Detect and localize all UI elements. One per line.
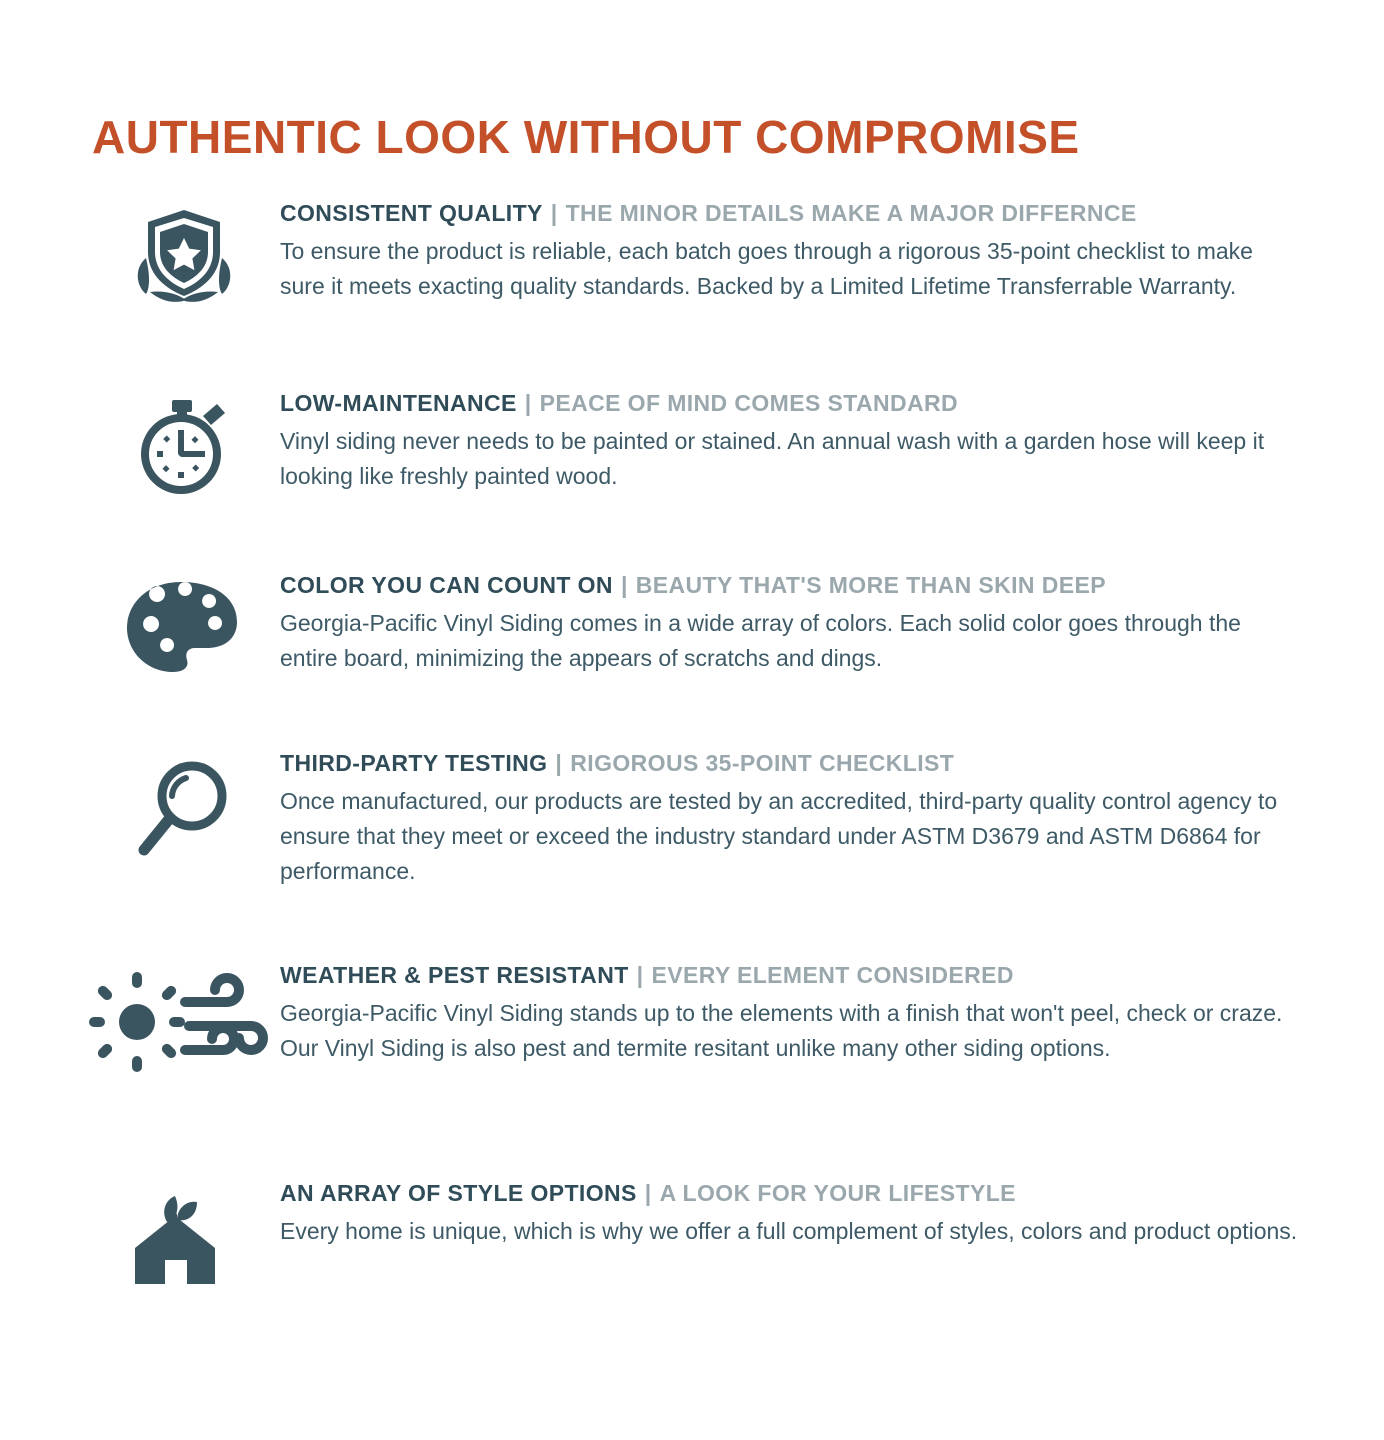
feature-body: To ensure the product is reliable, each batch goes through a rigorous 35-point checklist to make sure it meets exacting quality standards. Backed by a Limited Lifetime Transferrable Warranty. [280, 238, 1253, 299]
feature-body: Georgia-Pacific Vinyl Siding stands up to the elements with a finish that won't peel, check or craze. Our Vinyl Siding is also pest and termite resitant unlike many other siding options. [280, 1000, 1283, 1061]
feature-subtitle: PEACE OF MIND COMES STANDARD [539, 390, 959, 416]
list-item [0, 386, 1384, 568]
feature-separator: | [524, 390, 532, 416]
feature-title [280, 748, 1304, 778]
page-title: AUTHENTIC LOOK WITHOUT COMPROMISE [92, 110, 1080, 163]
feature-list [0, 196, 1384, 1338]
feature-title-main: CONSISTENT QUALITY [280, 200, 543, 226]
feature-separator: | [636, 962, 644, 988]
feature-text [280, 568, 1384, 676]
feature-title-main: COLOR YOU CAN COUNT ON [280, 572, 613, 598]
magnifying-glass-icon [88, 748, 280, 866]
feature-title [280, 1178, 1304, 1208]
paint-palette-icon [88, 568, 280, 680]
feature-title [280, 570, 1304, 600]
sun-wind-icon [88, 960, 280, 1072]
feature-subtitle: A LOOK FOR YOUR LIFESTYLE [659, 1180, 1016, 1206]
feature-body: Every home is unique, which is why we offer a full complement of styles, colors and product options. [280, 1218, 1298, 1244]
feature-subtitle: EVERY ELEMENT CONSIDERED [651, 962, 1014, 988]
feature-text [280, 748, 1384, 889]
feature-body: Georgia-Pacific Vinyl Siding comes in a wide array of colors. Each solid color goes through the entire board, minimizing the appears of scratchs and dings. [280, 610, 1241, 671]
shield-star-laurel-icon [88, 196, 280, 310]
feature-body: Once manufactured, our products are tested by an accredited, third-party quality control agency to ensure that they meet or exceed the industry standard under ASTM D3679 and ASTM D6864 for performance. [280, 788, 1278, 884]
feature-separator: | [555, 750, 563, 776]
feature-title [280, 960, 1304, 990]
list-item [0, 748, 1384, 960]
list-item [0, 196, 1384, 386]
feature-title-main: THIRD-PARTY TESTING [280, 750, 548, 776]
feature-title-main: LOW-MAINTENANCE [280, 390, 517, 416]
feature-title-main: AN ARRAY OF STYLE OPTIONS [280, 1180, 637, 1206]
feature-title-main: WEATHER & PEST RESISTANT [280, 962, 629, 988]
feature-text [280, 196, 1384, 304]
list-item [0, 960, 1384, 1178]
feature-separator: | [644, 1180, 652, 1206]
feature-body: Vinyl siding never needs to be painted or stained. An annual wash with a garden hose will keep it looking like freshly painted wood. [280, 428, 1265, 489]
feature-separator: | [620, 572, 628, 598]
feature-text [280, 1178, 1384, 1249]
list-item [0, 568, 1384, 748]
feature-title [280, 388, 1304, 418]
feature-subtitle: RIGOROUS 35-POINT CHECKLIST [570, 750, 955, 776]
feature-text [280, 960, 1384, 1066]
feature-subtitle: BEAUTY THAT'S MORE THAN SKIN DEEP [635, 572, 1106, 598]
stopwatch-icon [88, 386, 280, 500]
feature-text [280, 386, 1384, 494]
feature-title [280, 198, 1304, 228]
list-item [0, 1178, 1384, 1338]
feature-subtitle: THE MINOR DETAILS MAKE A MAJOR DIFFERNCE [565, 200, 1137, 226]
house-leaf-icon [88, 1178, 280, 1290]
feature-separator: | [550, 200, 558, 226]
